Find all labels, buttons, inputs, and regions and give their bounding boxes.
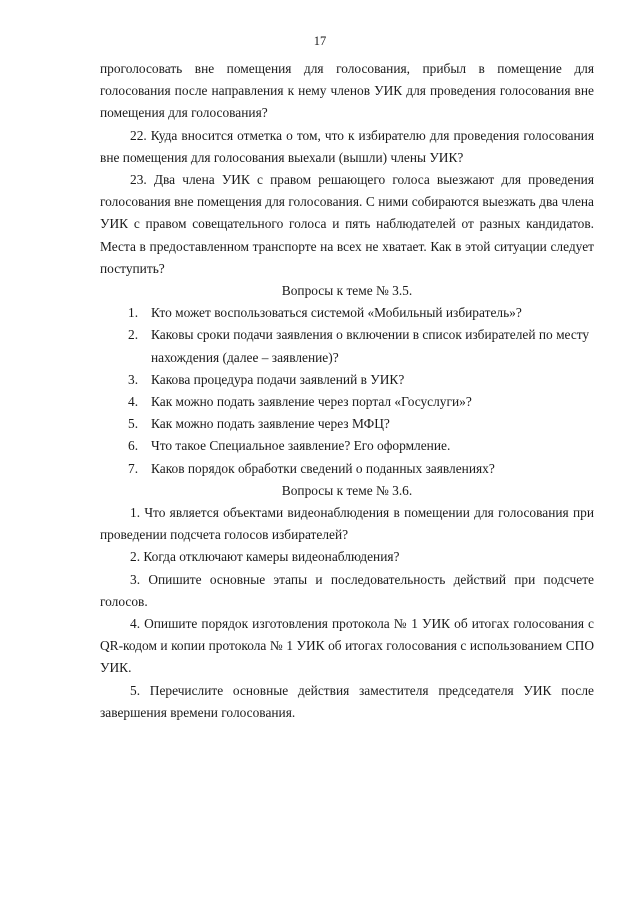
list-item-number: 6. [128, 438, 139, 454]
list-item [100, 435, 594, 457]
list-item-text: Каков порядок обработки сведений о поданных заявлениях? [151, 460, 495, 476]
list-item-text: Как можно подать заявление через портал «Госуслуги»? [151, 394, 472, 410]
intro-paragraph-continuation: проголосовать вне помещения для голосования, прибыл в помещение для голосования после направления к нему членов УИК для проведения голосования вне помещения для голосования? [100, 61, 594, 121]
section-heading-3-6: Вопросы к теме № 3.6. [281, 482, 413, 498]
list-item-number: 5. [128, 416, 139, 432]
list-item-text: Какова процедура подачи заявлений в УИК? [151, 371, 405, 387]
question-23: 23. Два члена УИК с правом решающего голоса выезжают для проведения голосования вне помещения для голосования. С ними собираются выезжать два члена УИК с правом совещательного голоса и пять наблюдателей от разных кандидатов. Места в предоставленном транспорте на всех не хватает. Как в этой ситуации следует поступить? [100, 172, 594, 276]
list-item-text: Как можно подать заявление через МФЦ? [151, 416, 390, 432]
list-item [100, 302, 594, 324]
list-item-text: Каковы сроки подачи заявления о включении в список избирателей по месту нахождения (далее – заявление)? [151, 327, 590, 365]
list-item-text: Кто может воспользоваться системой «Мобильный избиратель»? [151, 305, 522, 321]
list-item-number: 2. [128, 327, 139, 343]
list-item [100, 391, 594, 413]
question-3-6-5: 5. Перечислите основные действия заместителя председателя УИК после завершения времени голосования. [100, 682, 594, 720]
question-3-6-4: 4. Опишите порядок изготовления протокола № 1 УИК об итогах голосования с QR-кодом и копии протокола № 1 УИК об итогах голосования с использованием СПО УИК. [100, 616, 594, 676]
list-item-number: 4. [128, 394, 139, 410]
list-item [100, 324, 594, 368]
list-item-text: Что такое Специальное заявление? Его оформление. [151, 438, 451, 454]
question-3-6-1: 1. Что является объектами видеонаблюдения в помещении для голосования при проведении подсчета голосов избирателей? [100, 505, 594, 543]
list-item-number: 1. [128, 305, 139, 321]
list-item [100, 458, 594, 480]
question-3-6-2: 2. Когда отключают камеры видеонаблюдения? [130, 549, 400, 565]
page-number: 17 [313, 34, 327, 48]
list-item [100, 413, 594, 435]
list-item-number: 3. [128, 371, 139, 387]
list-item [100, 369, 594, 391]
page-content [100, 58, 594, 724]
list-item-number: 7. [128, 460, 139, 476]
question-3-6-3: 3. Опишите основные этапы и последовательность действий при подсчете голосов. [100, 571, 594, 609]
section-heading-3-5: Вопросы к теме № 3.5. [281, 283, 413, 299]
section-3-5-list [100, 302, 594, 480]
section-3-6-list [100, 502, 594, 724]
question-22: 22. Куда вносится отметка о том, что к избирателю для проведения голосования вне помещения для голосования выехали (вышли) члены УИК? [100, 127, 594, 165]
